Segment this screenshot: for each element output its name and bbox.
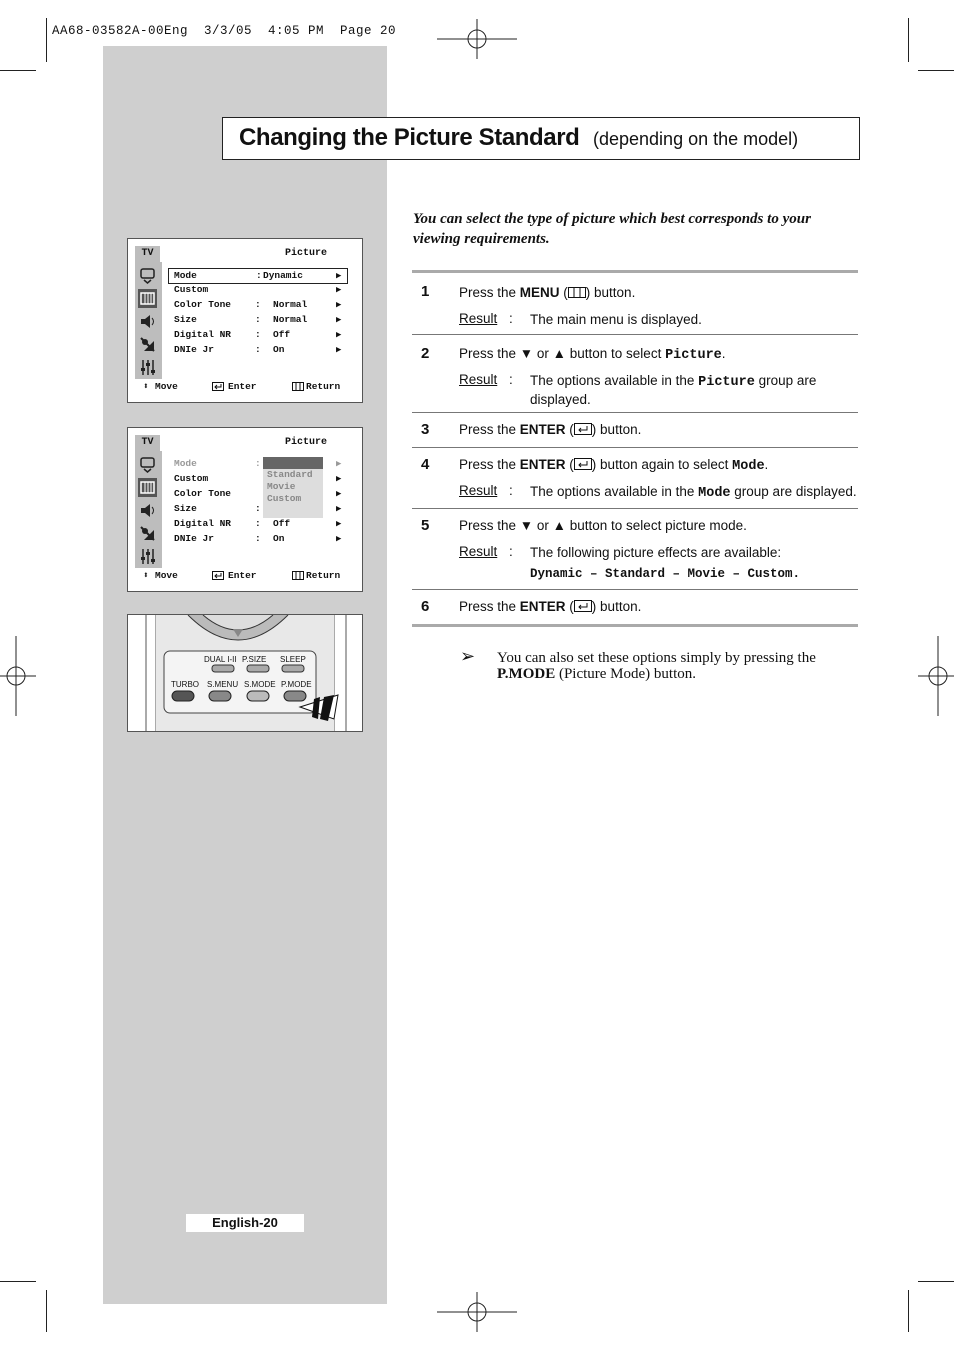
osd-menu-item[interactable]: Digital NR : Off ▶: [174, 518, 342, 529]
result-text: The options available in the Picture group are displayed.: [530, 373, 817, 407]
osd-icon-bar: [135, 262, 160, 379]
registration-mark-right: [918, 636, 954, 716]
step-row: 4 Press the ENTER ( ) button again to select Mode. Result : The options available in the Mode group are displayed.: [412, 448, 858, 509]
turbo-button-label[interactable]: TURBO: [171, 680, 199, 689]
pmode-button-label[interactable]: P.MODE: [281, 680, 312, 689]
crop-mark: [908, 1290, 909, 1332]
osd-menu-item[interactable]: Color Tone : Normal ▶: [174, 299, 342, 310]
osd-footer: ⬍ Move Enter Return: [135, 379, 355, 394]
step-number: 4: [421, 456, 430, 473]
setup-icon: [138, 358, 157, 377]
step-number: 2: [421, 345, 430, 362]
title-box: [222, 117, 860, 160]
osd-menu-list: [162, 262, 355, 379]
registration-mark-left: [0, 636, 36, 716]
print-header: AA68-03582A-00Eng 3/3/05 4:05 PM Page 20: [52, 24, 397, 38]
steps-table: [412, 270, 858, 627]
osd-menu-item[interactable]: Custom ▶: [174, 473, 342, 484]
remote-label: DUAL I-II: [204, 655, 237, 664]
osd-menu-item[interactable]: Mode : Dynamic ▶: [168, 268, 348, 284]
step-number: 6: [421, 598, 430, 615]
result-text: The main menu is displayed.: [530, 312, 702, 327]
step-instruction: Press the ENTER ( ) button.: [459, 422, 642, 437]
osd-tv-label: TV: [135, 435, 160, 451]
remote-control-illustration: [127, 614, 363, 732]
step-instruction: Press the ENTER ( ) button.: [459, 599, 642, 614]
setup-icon: [138, 547, 157, 566]
page-subtitle: (depending on the model): [593, 129, 799, 149]
picture-modes-list: Dynamic – Standard – Movie – Custom.: [530, 567, 801, 581]
menu-icon: [292, 571, 304, 580]
arrow-icon: ➢: [460, 646, 476, 666]
step-instruction: Press the ▼ or ▲ button to select Picture.: [459, 346, 726, 363]
result-label: Result: [459, 544, 498, 559]
channel-icon: [138, 335, 157, 354]
result-label: Result: [459, 372, 498, 387]
result-text: The options available in the Mode group are displayed.: [530, 484, 857, 501]
osd-menu-title: Picture: [284, 437, 327, 448]
channel-icon: [138, 524, 157, 543]
tip-text: You can also set these options simply by pressing the P.MODE (Picture Mode) button.: [497, 650, 816, 682]
registration-mark-bottom: [437, 1292, 517, 1332]
osd-menu-title: Picture: [284, 248, 327, 259]
crop-mark: [46, 1290, 47, 1332]
result-text: The following picture effects are available:: [530, 545, 782, 560]
step-row: 5 Press the ▼ or ▲ button to select picture mode. Result : The following picture effects are available: Dynamic – Standard – Movie – Custom.: [412, 509, 858, 590]
step-instruction: Press the ▼ or ▲ button to select picture mode.: [459, 518, 747, 533]
enter-icon: [574, 458, 592, 470]
enter-icon: [574, 600, 592, 612]
osd-menu-item[interactable]: Color Tone ▶: [174, 488, 342, 499]
page-title: Changing the Picture Standard: [239, 124, 580, 151]
osd-menu-item[interactable]: DNIe Jr : On ▶: [174, 344, 342, 355]
sound-icon: [138, 501, 157, 520]
enter-icon: [574, 423, 592, 435]
crop-mark: [908, 18, 909, 62]
smenu-button-label[interactable]: S.MENU: [207, 680, 239, 689]
smode-button-label[interactable]: S.MODE: [244, 680, 276, 689]
remote-label: P.SIZE: [242, 655, 267, 664]
menu-icon: [568, 287, 586, 298]
dropdown-option[interactable]: Custom: [267, 493, 302, 504]
crop-mark: [0, 1281, 36, 1282]
move-icon: ⬍: [143, 381, 149, 392]
picture-icon: [138, 289, 157, 308]
osd-footer: ⬍ Move Enter Return: [135, 568, 355, 583]
step-instruction: Press the MENU ( ) button.: [459, 285, 636, 300]
result-label: Result: [459, 483, 498, 498]
step-number: 5: [421, 517, 430, 534]
step-number: 1: [421, 283, 430, 300]
crop-mark: [0, 70, 36, 71]
input-icon: [138, 266, 157, 285]
osd-menu-item[interactable]: Custom ▶: [174, 284, 342, 295]
osd-screen-mode-popup: [127, 427, 363, 592]
remote-body: [128, 615, 362, 731]
dropdown-option[interactable]: Movie: [267, 481, 296, 492]
menu-icon: [292, 382, 304, 391]
intro-text: You can select the type of picture which best corresponds to your viewing requirements.: [413, 211, 811, 247]
osd-menu-item[interactable]: DNIe Jr : On ▶: [174, 533, 342, 544]
sound-icon: [138, 312, 157, 331]
osd-tv-label: TV: [135, 246, 160, 262]
crop-mark: [918, 70, 954, 71]
osd-menu-list: [162, 451, 355, 568]
mode-dropdown[interactable]: [263, 457, 323, 518]
input-icon: [138, 455, 157, 474]
crop-mark: [918, 1281, 954, 1282]
step-row: 1 Press the MENU ( ) button. Result : The main menu is displayed.: [412, 273, 858, 335]
dropdown-option[interactable]: Standard: [267, 469, 313, 480]
osd-menu-item[interactable]: Digital NR : Off ▶: [174, 329, 342, 340]
osd-menu-item[interactable]: Size : Normal ▶: [174, 314, 342, 325]
step-instruction: Press the ENTER ( ) button again to select Mode.: [459, 457, 769, 474]
result-label: Result: [459, 311, 498, 326]
enter-icon: [212, 382, 224, 391]
osd-menu-item[interactable]: Mode : ▶: [174, 458, 342, 469]
remote-label: SLEEP: [280, 655, 306, 664]
osd-icon-bar: [135, 451, 160, 568]
move-icon: ⬍: [143, 570, 149, 581]
crop-mark: [46, 18, 47, 62]
enter-icon: [212, 571, 224, 580]
osd-menu-item[interactable]: Size : ▶: [174, 503, 342, 514]
step-row: [412, 590, 858, 624]
step-number: 3: [421, 421, 430, 438]
osd-screen-picture-menu: [127, 238, 363, 403]
step-row: 2 Press the ▼ or ▲ button to select Picture. Result : The options available in the Picture group are displayed.: [412, 335, 858, 413]
page-number: English-20: [186, 1214, 304, 1232]
step-row: [412, 413, 858, 448]
picture-icon: [138, 478, 157, 497]
registration-mark-top: [437, 19, 517, 59]
